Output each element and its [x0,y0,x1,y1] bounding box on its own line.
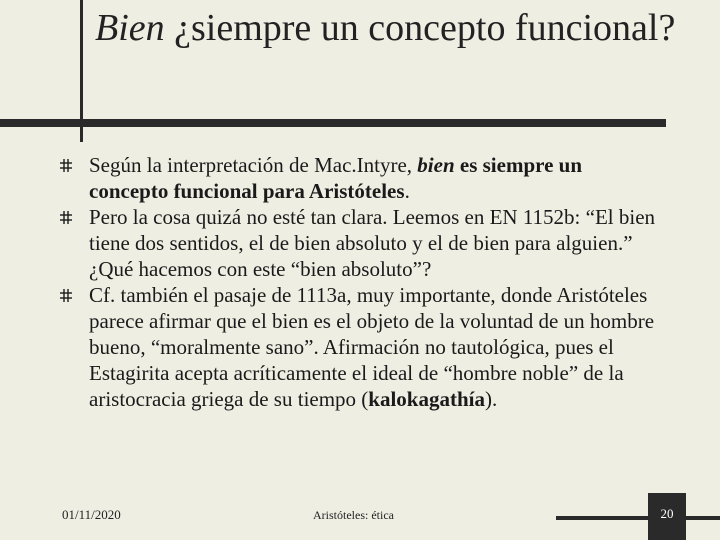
footer-date: 01/11/2020 [62,507,121,522]
bullet-item-1 [60,152,660,204]
bullet-2-text: Pero la cosa quizá no esté tan clara. Leemos en EN 1152b: “El bien tiene dos sentidos, el de bien absoluto y el de bien para alguien.” ¿Qué hacemos con este “bien absoluto”? [89,205,656,281]
hash-bullet-icon [60,211,72,224]
hash-bullet-icon [60,159,72,172]
title-underline-bar [0,119,666,127]
bullet-1-text-c: . [404,179,410,203]
bullet-item-3 [60,282,660,412]
bullet-1-text-a: Según la interpretación de Mac.Intyre, [89,153,418,177]
slide-title-rest: ¿siempre un concepto funcional? [164,7,676,49]
footer-center-text: Aristóteles: ética [313,508,394,522]
hash-bullet-icon [60,289,72,302]
bullet-1-text-b: es siempre un concepto funcional para Aristóteles [89,153,583,203]
bullet-3-term-kalokagathia: kalokagathía [368,387,485,411]
bullet-1-term-bien: bien [417,153,455,177]
bullet-3-text-a: Cf. también el pasaje de 1113a, muy importante, donde Aristóteles parece afirmar que el bien es el objeto de la voluntad de un hombre bueno, “moralmente sano”. Afirmación no tautológica, pues el Estagirita acepta acríticamente el ideal de “hombre noble” de la aristocracia griega de su tiempo ( [89,283,655,411]
bullet-item-2 [60,204,660,282]
bullet-list [60,152,660,412]
page-number: 20 [660,506,674,521]
slide-title-italic: Bien [95,7,165,49]
footer-rule [556,516,720,520]
slide-title [95,6,695,50]
bullet-3-text-b: ). [485,387,498,411]
